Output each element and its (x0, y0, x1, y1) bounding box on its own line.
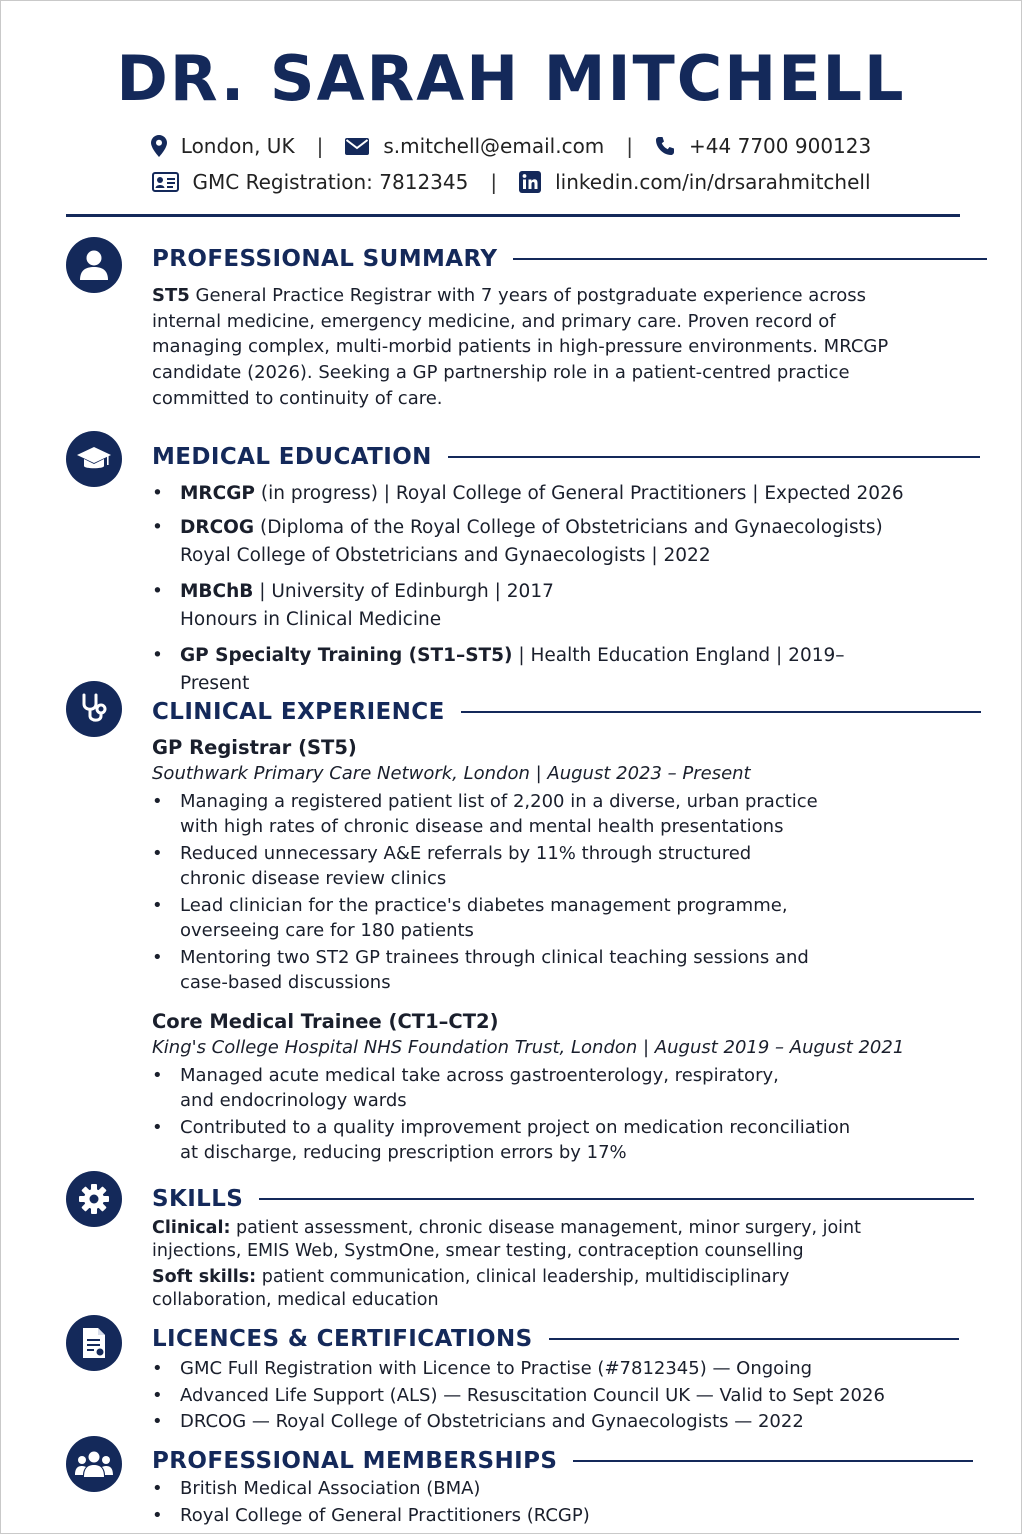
certificate-icon (66, 1315, 122, 1371)
clinical-skills: Clinical: patient assessment, chronic disease management, minor surgery, joint injections, EMIS Web, SystmOne, smear testing, contraception counselling (152, 1218, 861, 1261)
list-item: • Managing a registered patient list of 2,200 in a diverse, urban practice with high rates of chronic disease and mental health presentations (152, 790, 830, 839)
role-gp-registrar (152, 734, 912, 998)
role-title: Core Medical Trainee (CT1–CT2) (152, 1010, 499, 1033)
location (151, 134, 295, 158)
summary-title: PROFESSIONAL SUMMARY (152, 246, 498, 272)
section-rule (461, 711, 981, 713)
list-item: • MRCGP (in progress) | Royal College of General Practitioners | Expected 2026 (152, 480, 912, 508)
phone[interactable] (655, 134, 871, 158)
list-item: • British Medical Association (BMA) (152, 1476, 912, 1503)
header-divider (66, 214, 960, 217)
memberships-list (152, 1476, 912, 1529)
group-icon (66, 1436, 122, 1492)
separator: | (316, 134, 324, 158)
section-rule (549, 1338, 959, 1340)
memberships-heading (152, 1447, 973, 1475)
education-heading (152, 443, 980, 471)
linkedin[interactable] (519, 170, 870, 194)
gmc-registration (152, 170, 469, 194)
section-rule (259, 1198, 974, 1200)
role-subtitle: Southwark Primary Care Network, London | August 2023 – Present (152, 763, 751, 784)
phone-icon (655, 136, 675, 156)
gmc-text: GMC Registration: 7812345 (192, 170, 469, 194)
education-list (152, 480, 912, 698)
skills-text (152, 1217, 872, 1312)
list-item: • GP Specialty Training (ST1–ST5) | Health Education England | 2019–Present (152, 642, 912, 698)
skills-title: SKILLS (152, 1186, 244, 1212)
email[interactable] (345, 134, 604, 158)
candidate-name: DR. SARAH MITCHELL (116, 42, 906, 115)
summary-lead: ST5 (152, 285, 190, 306)
list-item: • MBChB | University of Edinburgh | 2017 Honours in Clinical Medicine (152, 578, 912, 634)
soft-skills: Soft skills: patient communication, clinical leadership, multidisciplinary collaboration, medical education (152, 1267, 790, 1310)
envelope-icon (345, 138, 369, 155)
id-card-icon (152, 172, 179, 192)
summary-body: General Practice Registrar with 7 years of postgraduate experience across internal medicine, emergency medicine, and primary care. Proven record of managing complex, multi-morbid patients in high-pressure environments. MRCGP candidate (2026). Seeking a GP partnership role in a patient-centred practice committed to continuity of care. (152, 285, 889, 409)
summary-text (152, 283, 912, 412)
separator: | (490, 170, 498, 194)
location-text: London, UK (180, 134, 295, 158)
list-item: • Royal College of General Practitioners (RCGP) (152, 1503, 912, 1530)
contact-row-secondary (1, 168, 1021, 196)
summary-heading (152, 245, 987, 273)
list-item: • Reduced unnecessary A&E referrals by 11% through structured chronic disease review clinics (152, 842, 820, 891)
list-item: • Mentoring two ST2 GP trainees through clinical teaching sessions and case-based discussions (152, 946, 820, 995)
graduation-cap-icon (66, 431, 122, 487)
list-item: • Lead clinician for the practice's diabetes management programme, overseeing care for 180 patients (152, 894, 790, 943)
stethoscope-icon (66, 681, 122, 737)
linkedin-text[interactable]: linkedin.com/in/drsarahmitchell (555, 170, 871, 194)
gear-icon (66, 1171, 122, 1227)
contact-row-primary (1, 132, 1021, 160)
person-icon (66, 237, 122, 293)
memberships-title: PROFESSIONAL MEMBERSHIPS (152, 1448, 558, 1474)
email-text[interactable]: s.mitchell@email.com (383, 134, 605, 158)
role-core-medical-trainee (152, 1008, 912, 1168)
role-subtitle: King's College Hospital NHS Foundation Trust, London | August 2019 – August 2021 (152, 1037, 905, 1058)
experience-title: CLINICAL EXPERIENCE (152, 699, 445, 725)
licences-title: LICENCES & CERTIFICATIONS (152, 1326, 533, 1352)
section-rule (513, 258, 987, 260)
list-item: • GMC Full Registration with Licence to Practise (#7812345) — Ongoing (152, 1356, 912, 1383)
list-item: • Contributed to a quality improvement project on medication reconciliation at discharge, reducing prescription errors by 17% (152, 1116, 860, 1165)
separator: | (626, 134, 634, 158)
location-pin-icon (151, 135, 167, 157)
section-rule (573, 1460, 973, 1462)
licences-list (152, 1356, 912, 1436)
list-item: • DRCOG — Royal College of Obstetricians and Gynaecologists — 2022 (152, 1409, 912, 1436)
list-item: • Managed acute medical take across gastroenterology, respiratory, and endocrinology wards (152, 1064, 780, 1113)
role-title: GP Registrar (ST5) (152, 736, 357, 759)
list-item: • DRCOG (Diploma of the Royal College of Obstetricians and Gynaecologists) Royal College of Obstetricians and Gynaecologists | 2022 (152, 514, 912, 570)
experience-heading (152, 698, 981, 726)
list-item: • Advanced Life Support (ALS) — Resuscitation Council UK — Valid to Sept 2026 (152, 1383, 912, 1410)
education-title: MEDICAL EDUCATION (152, 444, 432, 470)
linkedin-icon (519, 171, 541, 193)
phone-text[interactable]: +44 7700 900123 (689, 134, 872, 158)
licences-heading (152, 1325, 959, 1353)
skills-heading (152, 1185, 974, 1213)
section-rule (448, 456, 980, 458)
